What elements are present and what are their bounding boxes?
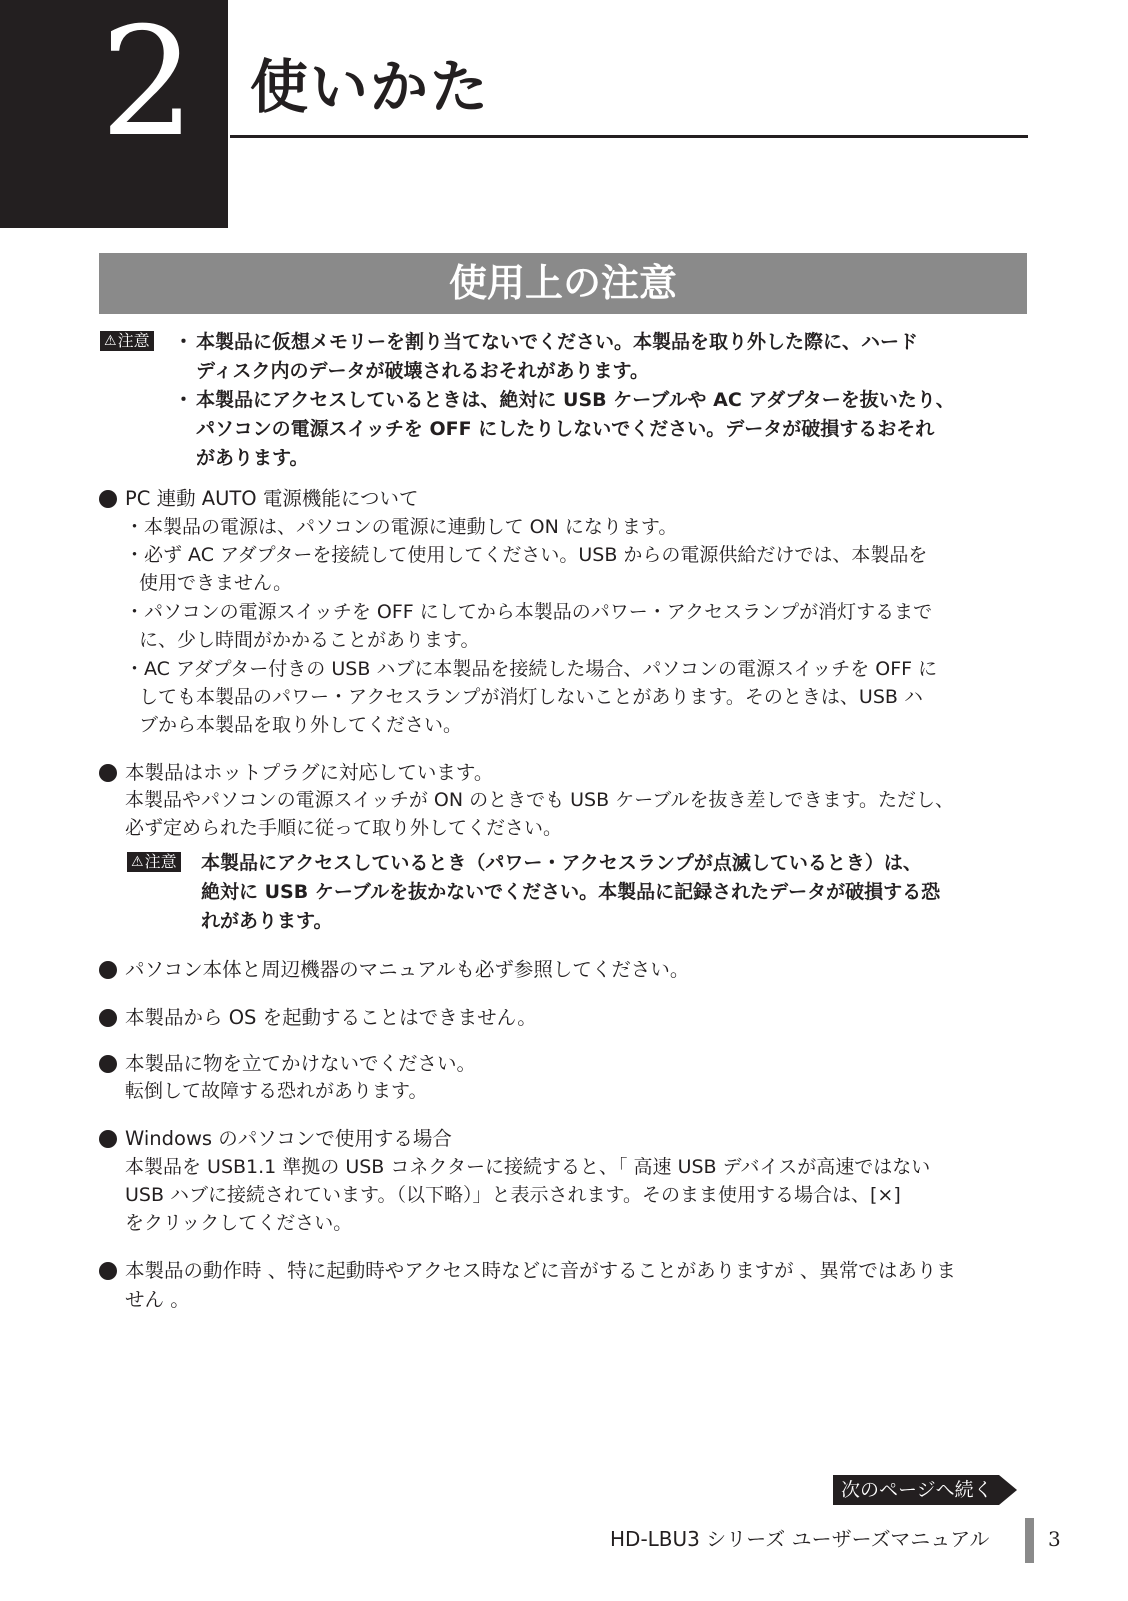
caution-text-line: があります。	[196, 447, 309, 469]
caution-text-line: 絶対に USB ケーブルを抜かないでください。本製品に記録されたデータが破損する恐	[201, 881, 941, 903]
caution-text-line: れがあります。	[201, 910, 333, 932]
body-line: 本製品を USB1.1 準拠の USB コネクターに接続すると、「 高速 USB デバイスが高速ではない	[125, 1156, 931, 1178]
chapter-rule	[230, 135, 1028, 138]
caution-label: 注意	[144, 852, 177, 871]
bullet-circle-icon	[99, 1055, 117, 1073]
caution-text-line: 本製品に仮想メモリーを割り当てないでください。本製品を取り外した際に、ハード	[196, 331, 919, 353]
chapter-title: 使いかた	[250, 53, 491, 121]
page-number: 3	[1048, 1527, 1061, 1551]
item-heading: パソコン本体と周辺機器のマニュアルも必ず参照してください。	[125, 958, 690, 981]
caution-text-line: パソコンの電源スイッチを OFF にしたりしないでください。データが破損するおそれ	[196, 418, 935, 440]
chapter-number-box	[0, 0, 228, 228]
caution-text-line: ディスク内のデータが破壊されるおそれがあります。	[196, 360, 649, 382]
item-heading: 本製品の動作時 、特に起動時やアクセス時などに音がすることがありますが 、異常ではありま	[125, 1259, 956, 1282]
caution-label: 注意	[117, 331, 150, 350]
body-line: ・必ず AC アダプターを接続して使用してください。USB からの電源供給だけでは、本製品を	[125, 544, 928, 566]
next-page-label: 次のページへ続く	[833, 1475, 999, 1505]
bullet-dot: ・	[174, 389, 194, 411]
item-heading: せん 。	[125, 1288, 190, 1311]
item-heading: PC 連動 AUTO 電源機能について	[125, 487, 419, 510]
bullet-dot: ・	[174, 331, 194, 353]
bullet-circle-icon	[99, 490, 117, 508]
body-line: 転倒して故障する恐れがあります。	[125, 1080, 428, 1102]
bullet-circle-icon	[99, 1262, 117, 1280]
item-heading: Windows のパソコンで使用する場合	[125, 1127, 452, 1150]
chapter-number: 2	[100, 0, 196, 170]
body-line: しても本製品のパワー・アクセスランプが消灯しないことがあります。そのときは、USB ハ	[139, 686, 923, 708]
body-line: USB ハブに接続されています。（以下略）」と表示されます。そのまま使用する場合は、[×]	[125, 1184, 901, 1206]
bullet-circle-icon	[99, 1009, 117, 1027]
caution-text-line: 本製品にアクセスしているときは、絶対に USB ケーブルや AC アダプターを抜いたり、	[196, 389, 955, 411]
item-heading: 本製品から OS を起動することはできません。	[125, 1006, 537, 1029]
footer-manual-title: HD-LBU3 シリーズ ユーザーズマニュアル	[610, 1527, 990, 1551]
bullet-circle-icon	[99, 961, 117, 979]
body-line: 使用できません。	[139, 572, 293, 594]
body-line: ブから本製品を取り外してください。	[139, 714, 463, 736]
bullet-circle-icon	[99, 764, 117, 782]
section-title: 使用上の注意	[99, 253, 1027, 314]
next-page-link[interactable]	[833, 1475, 1017, 1505]
warning-triangle-icon: ⚠	[104, 333, 117, 349]
item-heading: 本製品に物を立てかけないでください。	[125, 1052, 477, 1075]
item-heading: 本製品はホットプラグに対応しています。	[125, 761, 494, 784]
bullet-circle-icon	[99, 1130, 117, 1148]
body-line: ・パソコンの電源スイッチを OFF にしてから本製品のパワー・アクセスランプが消灯するまで	[125, 601, 933, 623]
body-line: ・本製品の電源は、パソコンの電源に連動して ON になります。	[125, 516, 678, 538]
caution-badge	[100, 331, 154, 351]
caution-text-line: 本製品にアクセスしているとき（パワー・アクセスランプが点滅しているとき）は、	[201, 852, 922, 874]
body-line: をクリックしてください。	[125, 1212, 353, 1234]
footer-divider	[1025, 1518, 1034, 1563]
body-line: に、少し時間がかかることがあります。	[139, 629, 480, 651]
body-line: ・AC アダプター付きの USB ハブに本製品を接続した場合、パソコンの電源スイッチを OFF に	[125, 658, 938, 680]
body-line: 本製品やパソコンの電源スイッチが ON のときでも USB ケーブルを抜き差しできます。ただし、	[125, 789, 954, 811]
caution-badge	[127, 852, 181, 872]
arrow-right-icon	[999, 1475, 1017, 1505]
body-line: 必ず定められた手順に従って取り外してください。	[125, 817, 563, 839]
warning-triangle-icon: ⚠	[131, 854, 144, 870]
